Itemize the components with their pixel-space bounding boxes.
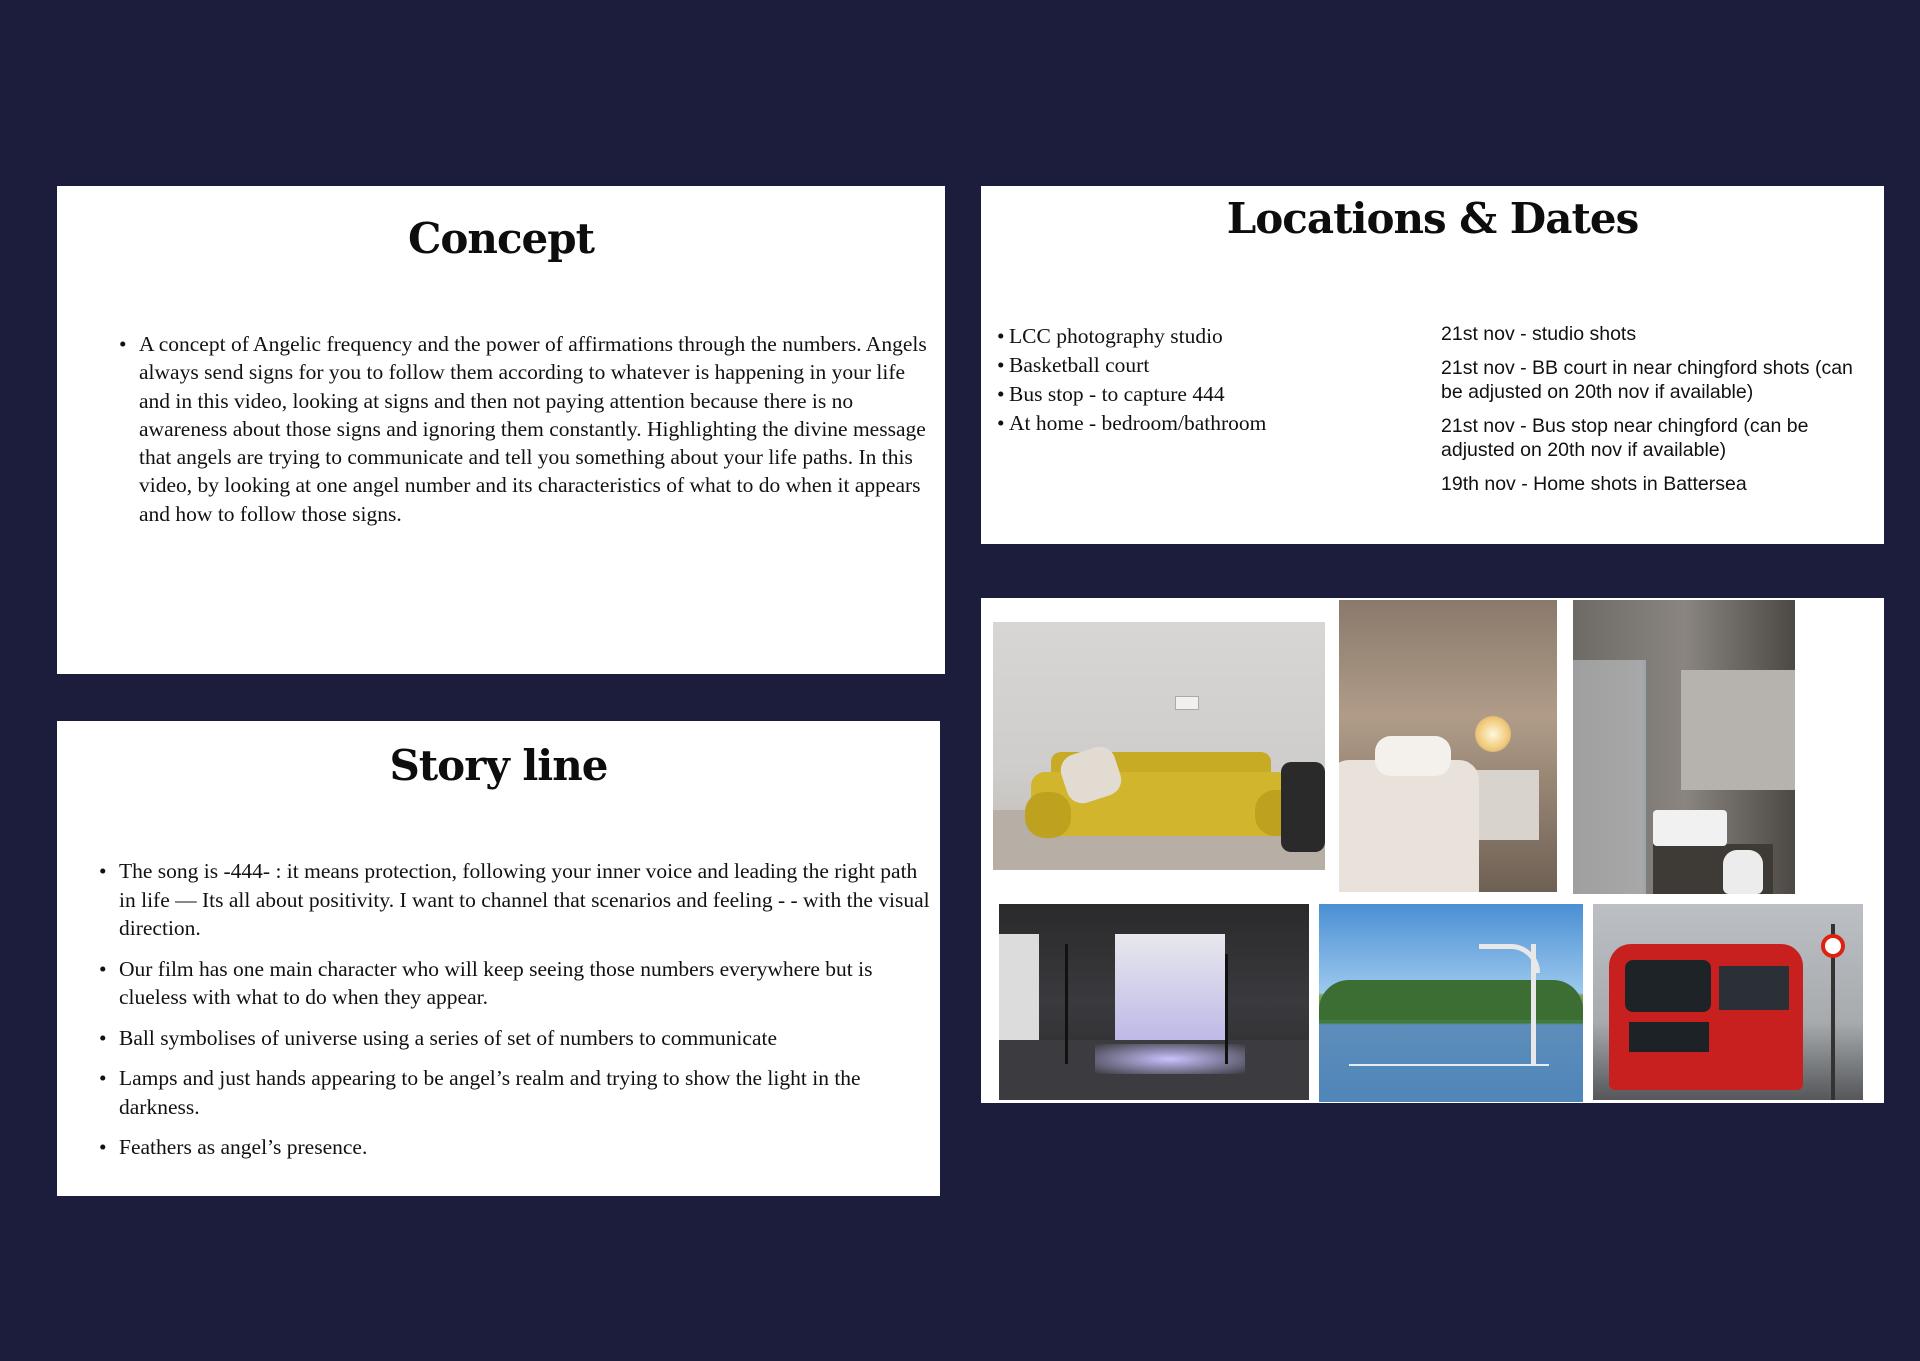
photo-bathroom [1573,600,1795,894]
date-item: 19th nov - Home shots in Battersea [1441,472,1747,495]
location-item: • LCC photography studio [1009,322,1266,351]
concept-list [117,330,939,528]
dates-list [1441,322,1861,505]
storyline-list [97,857,939,1174]
storyline-item: • Ball symbolises of universe using a series of set of numbers to communicate [119,1024,939,1053]
date-item: 21st nov - studio shots [1441,323,1637,345]
storyline-item: • Our film has one main character who will keep seeing those numbers everywhere but is clueless with what to do when they appear. [119,955,939,1012]
date-item: 21st nov - BB court in near chingford shots (can be adjusted on 20th nov if available) [1441,356,1853,403]
locations-list [997,322,1266,438]
storyline-item: • Feathers as angel’s presence. [119,1133,939,1162]
storyline-title: Story line [389,741,608,790]
location-item: • At home - bedroom/bathroom [1009,409,1266,438]
concept-card [57,186,945,674]
locations-card [981,186,1884,544]
photo-bus-stop [1593,904,1863,1100]
photo-studio [999,904,1309,1100]
photo-bedroom [1339,600,1557,892]
photos-card [981,598,1884,1103]
storyline-card [57,721,940,1196]
date-item: 21st nov - Bus stop near chingford (can be adjusted on 20th nov if available) [1441,414,1809,461]
photo-basketball-court [1319,904,1583,1102]
concept-text: • A concept of Angelic frequency and the power of affirmations through the numbers. Angels always send signs for you to follow them according to whatever is happening in your life and in this video, looking at signs and then not paying attention because there is no awareness about those signs and ignoring them constantly. Highlighting the divine message that angels are trying to communicate and tell you something about your life paths. In this video, by looking at one angel number and its characteristics of what to do when it appears and how to follow those signs. [139,330,939,528]
concept-title: Concept [407,214,595,263]
storyline-item: • The song is -444- : it means protection, following your inner voice and leading the right path in life — Its all about positivity. I want to channel that scenarios and feeling - - with the visual direction. [119,857,939,943]
location-item: • Basketball court [1009,351,1266,380]
locations-title: Locations & Dates [1226,194,1639,243]
photo-living-room-sofa [993,622,1325,870]
location-item: • Bus stop - to capture 444 [1009,380,1266,409]
storyline-item: • Lamps and just hands appearing to be angel’s realm and trying to show the light in the darkness. [119,1064,939,1121]
